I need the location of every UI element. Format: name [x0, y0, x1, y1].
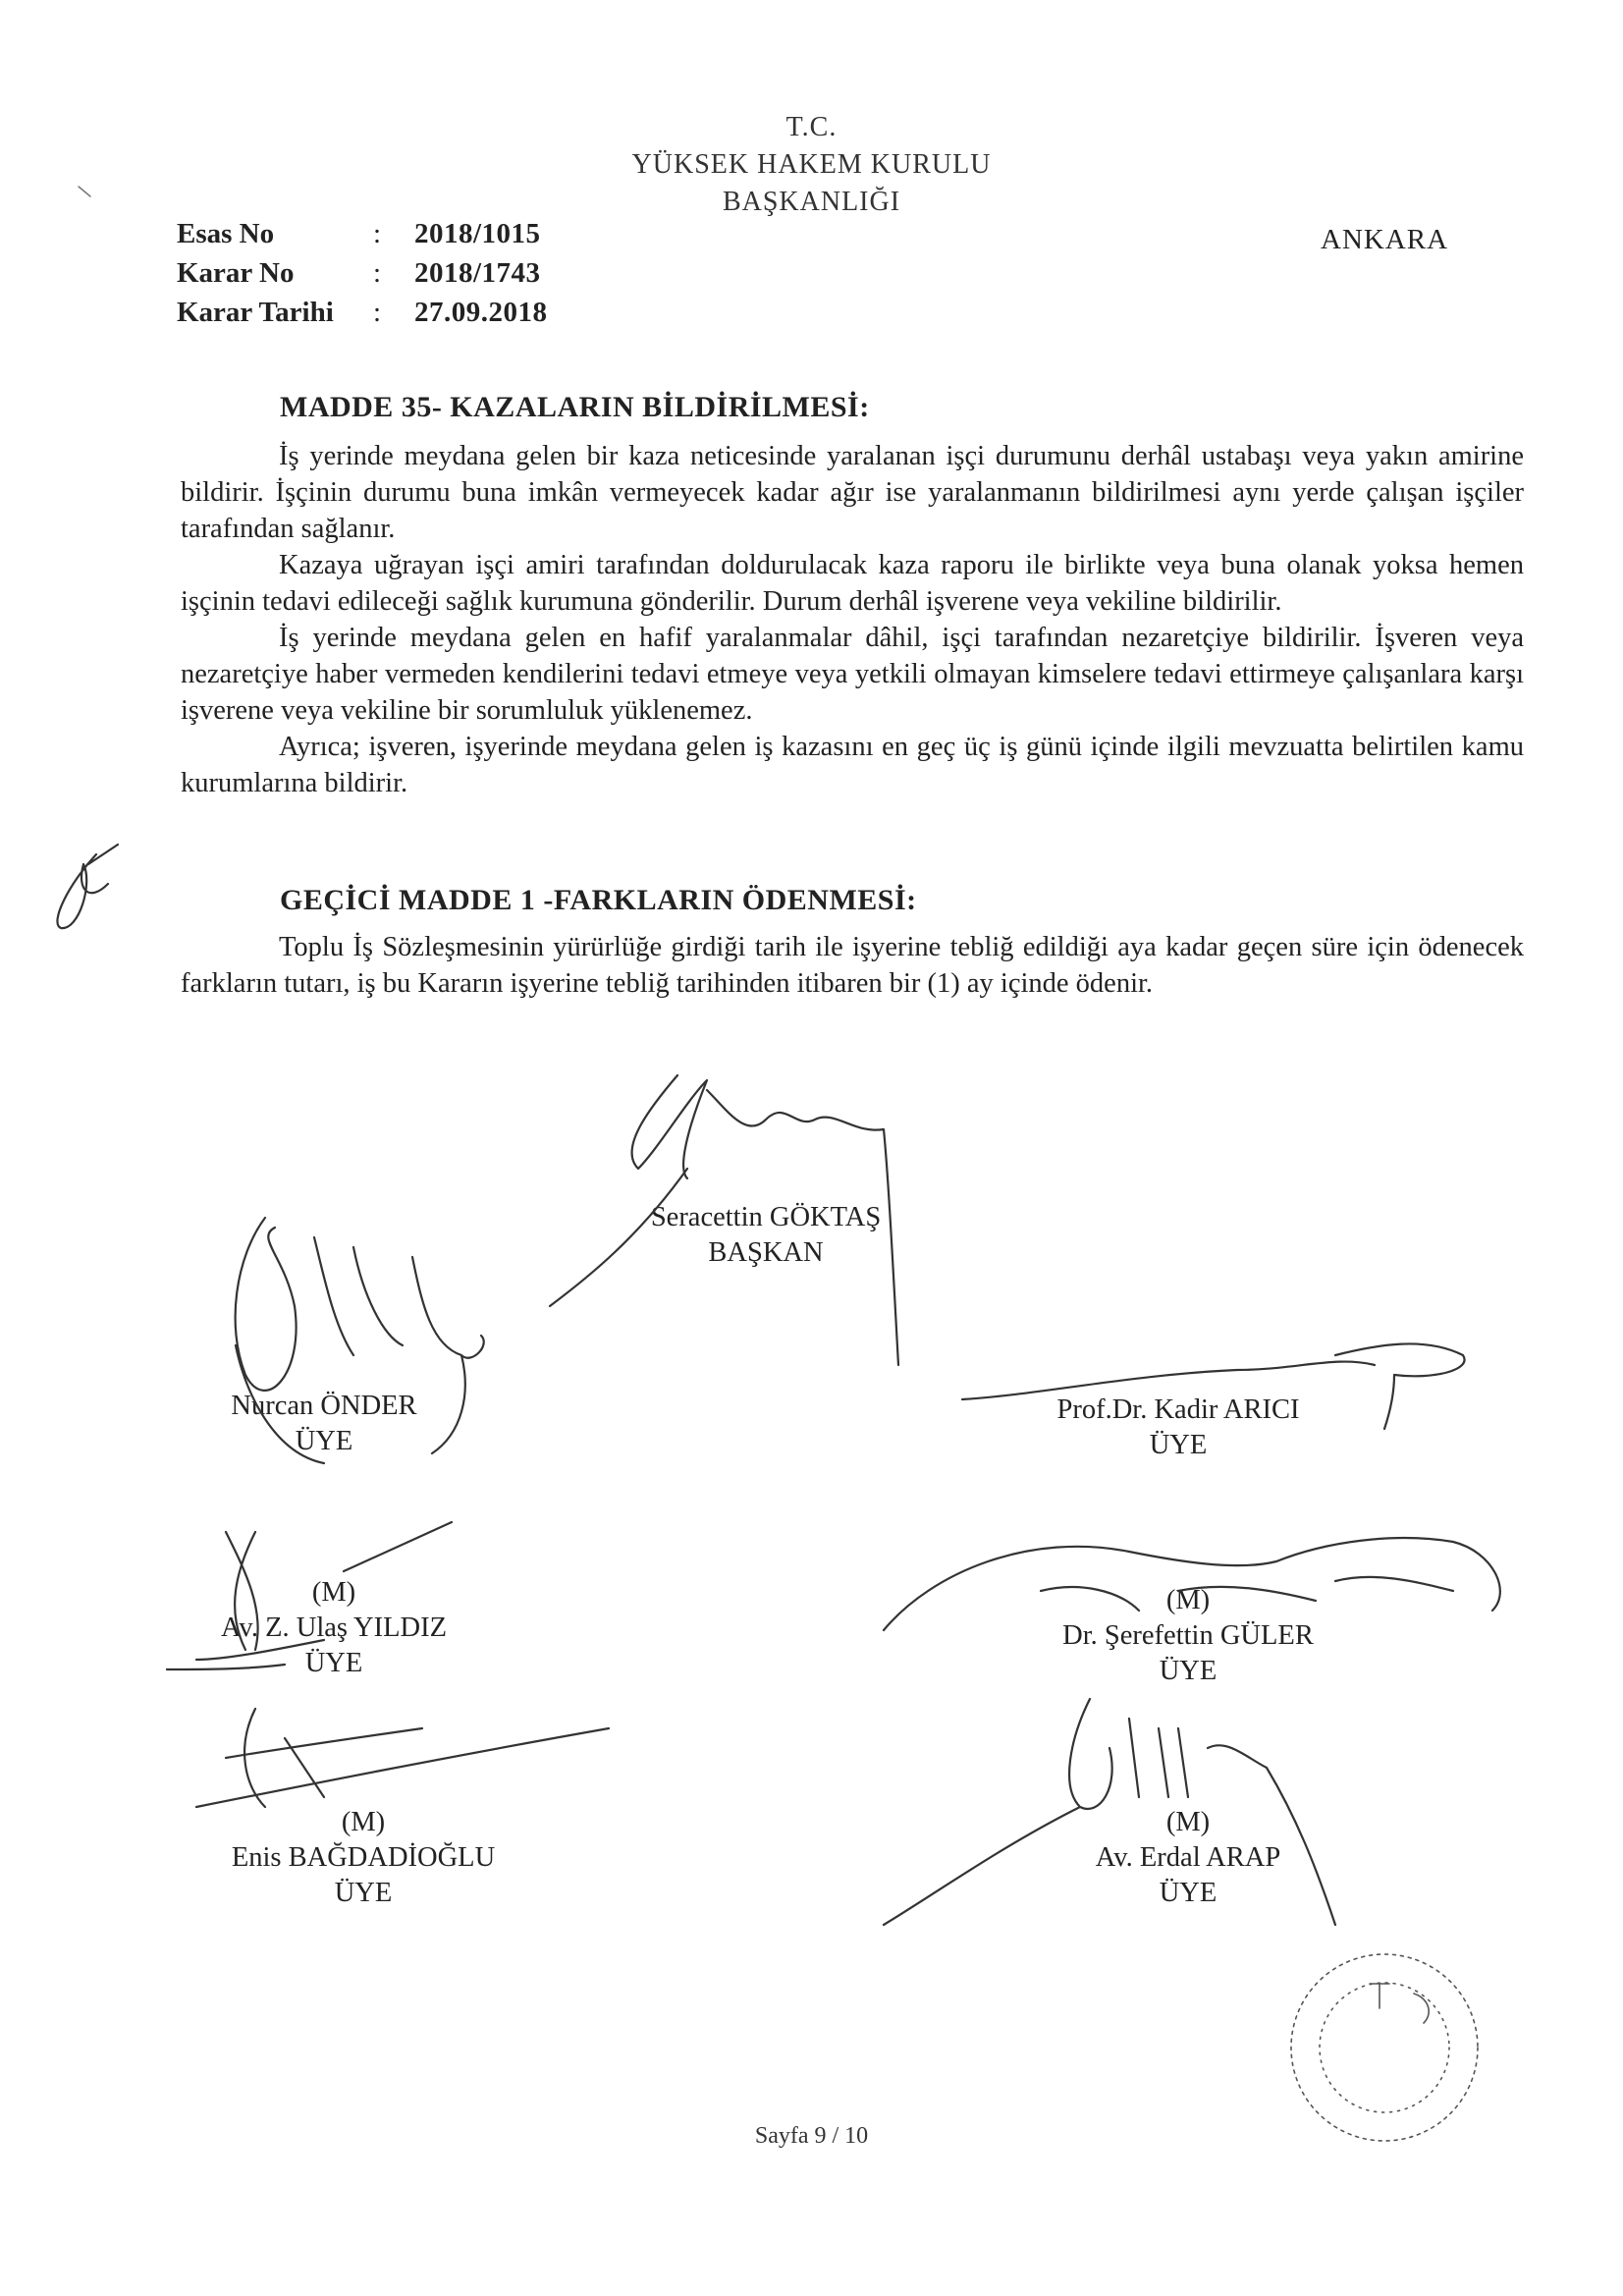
signatory-member-6-role: ÜYE [1159, 1878, 1217, 1908]
city: ANKARA [1321, 224, 1449, 255]
official-stamp-icon [1291, 1954, 1478, 2141]
signatory-member-4-mark: (M) [1165, 1585, 1211, 1615]
margin-initial-icon [57, 845, 118, 928]
signatory-member-1-name: Nurcan ÖNDER [231, 1391, 417, 1421]
header-presidency: BAŞKANLIĞI [722, 187, 901, 217]
member-5-signature-icon [196, 1709, 609, 1807]
article-35-body [181, 438, 1524, 801]
signatory-member-4-role: ÜYE [1159, 1656, 1217, 1686]
signatory-member-6 [1041, 1805, 1335, 1911]
article-35-paragraph-1: İş yerinde meydana gelen bir kaza neticesinde yaralanan işçi durumunu derhâl ustabaşı veya yakın amirine bildirir. İşçinin durumu buna imkân vermeyecek kadar ağır ise yaralanmanın bildirilmesi aynı yerde çalışan işçiler tarafından sağlanır. [181, 441, 1524, 544]
signatory-member-4-name: Dr. Şerefettin GÜLER [1062, 1620, 1314, 1651]
signatory-member-3-name: Av. Z. Ulaş YILDIZ [220, 1613, 448, 1643]
decision-date-label: Karar Tarihi [177, 297, 334, 328]
decision-date-value: 27.09.2018 [414, 297, 548, 328]
decision-number-row [177, 253, 548, 293]
case-meta [177, 214, 548, 332]
signatory-member-4 [1011, 1583, 1365, 1689]
decision-date-row [177, 293, 548, 332]
decision-number-value: 2018/1743 [414, 257, 541, 289]
page-number: Sayfa 9 / 10 [754, 2123, 869, 2149]
signatory-member-2-role: ÜYE [1149, 1430, 1208, 1460]
header-institution: YÜKSEK HAKEM KURULU [631, 149, 992, 180]
case-number-sep: : [373, 218, 382, 249]
signatory-president-role: BAŞKAN [708, 1237, 824, 1268]
section-title-article-35: MADDE 35- KAZALARIN BİLDİRİLMESİ: [280, 391, 870, 423]
temporary-article-1-body [181, 929, 1524, 1002]
header-tc: T.C. [785, 112, 838, 142]
signatory-member-3 [187, 1575, 481, 1681]
signatory-member-6-mark: (M) [1165, 1807, 1211, 1837]
decision-number-label: Karar No [177, 257, 295, 289]
signatory-member-5-name: Enis BAĞDADİOĞLU [231, 1842, 496, 1873]
signatory-member-6-name: Av. Erdal ARAP [1095, 1842, 1281, 1873]
signatory-member-3-mark: (M) [311, 1577, 356, 1608]
signatory-member-3-role: ÜYE [304, 1648, 363, 1678]
signatory-member-2 [1021, 1393, 1335, 1463]
signatory-member-1 [196, 1389, 452, 1459]
temporary-article-1-paragraph: Toplu İş Sözleşmesinin yürürlüğe girdiği tarih ile işyerine tebliğ edildiği aya kadar geçen süre için ödenecek farkların tutarı, iş bu Kararın işyerine tebliğ tarihinden itibaren bir (1) ay içinde ödenir. [181, 932, 1524, 999]
decision-number-sep: : [373, 257, 382, 289]
article-35-paragraph-4: Ayrıca; işveren, işyerinde meydana gelen iş kazasını en geç üç iş günü içinde ilgili mevzuatta belirtilen kamu kurumlarına bildirir. [181, 732, 1524, 798]
case-number-value: 2018/1015 [414, 218, 541, 249]
article-35-paragraph-2: Kazaya uğrayan işçi amiri tarafından doldurulacak kaza raporu ile birlikte veya buna olanak yoksa hemen işçinin tedavi edileceği sağlık kurumuna gönderilir. Durum derhâl işverene veya vekiline bildirilir. [181, 550, 1524, 617]
section-title-temporary-article-1: GEÇİCİ MADDE 1 -FARKLARIN ÖDENMESİ: [280, 884, 917, 916]
decision-date-sep: : [373, 297, 382, 328]
article-35-paragraph-3: İş yerinde meydana gelen en hafif yaralanmalar dâhil, işçi tarafından nezaretçiye bildirilir. İşveren veya nezaretçiye haber vermeden kendilerini tedavi etmeye veya yetkili olmayan kimselere tedavi ettirmeye çalışanlara karşı işverene veya vekiline bir sorumluluk yüklenemez. [181, 623, 1524, 726]
signatory-member-5-mark: (M) [341, 1807, 386, 1837]
signatory-member-5-role: ÜYE [334, 1878, 393, 1908]
case-number-row [177, 214, 548, 253]
signatory-member-1-role: ÜYE [295, 1426, 353, 1456]
signatory-member-5 [196, 1805, 530, 1911]
case-number-label: Esas No [177, 218, 275, 249]
signatory-member-2-name: Prof.Dr. Kadir ARICI [1056, 1394, 1300, 1425]
signatory-president [619, 1200, 913, 1271]
signatory-president-name: Seracettin GÖKTAŞ [650, 1202, 882, 1232]
